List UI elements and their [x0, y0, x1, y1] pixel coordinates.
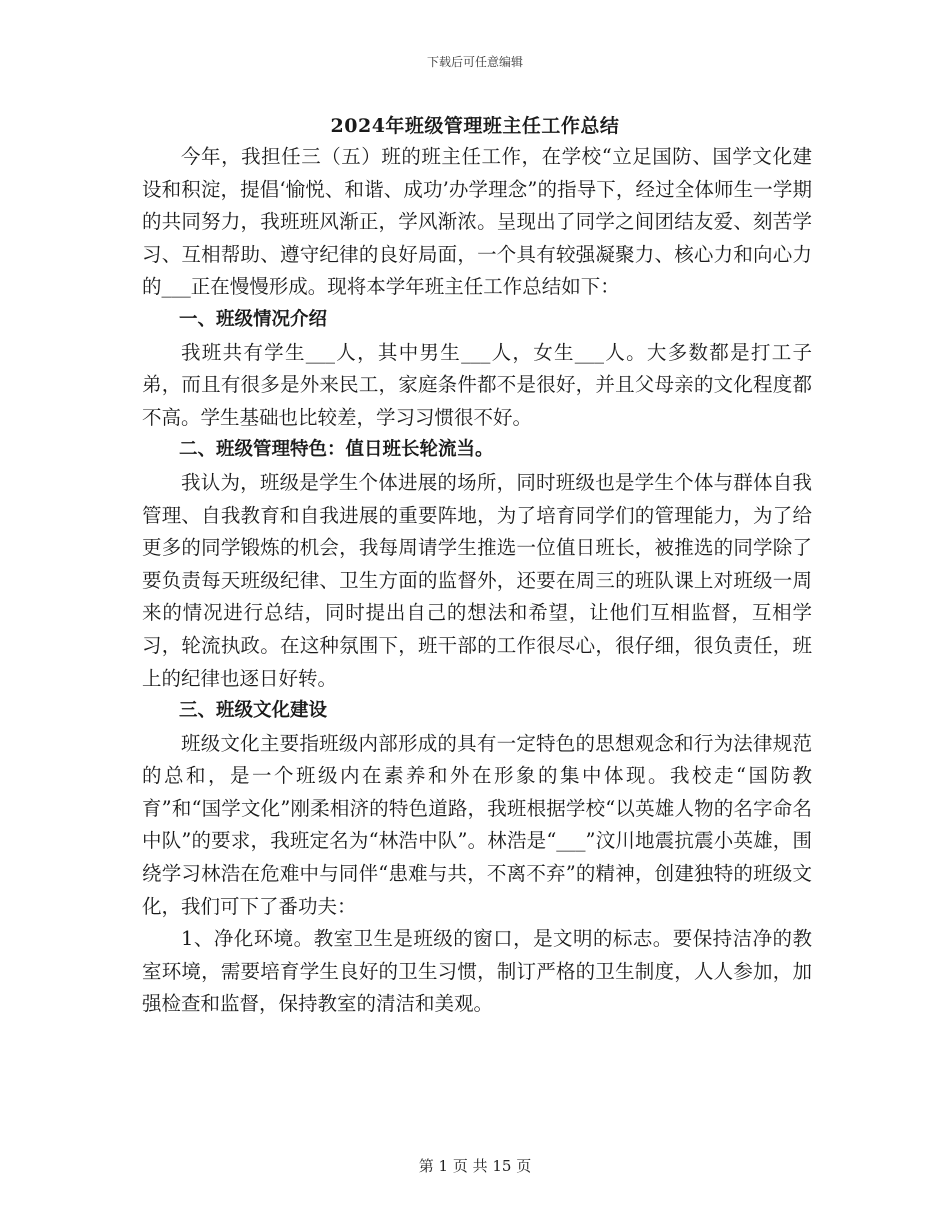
section-2-paragraph: 我认为，班级是学生个体进展的场所，同时班级也是学生个体与群体自我管理、自我教育和自我进展的重要阵地，为了培育同学们的管理能力，为了给更多的同学锻炼的机会，我每周请学生推选一位值日班长，被推选的同学除了要负责每天班级纪律、卫生方面的监督外，还要在周三的班队课上对班级一周来的情况进行总结，同时提出自己的想法和希望，让他们互相监督，互相学习，轮流执政。在这种氛围下，班干部的工作很尽心，很仔细，很负责任，班上的纪律也逐日好转。	[142, 470, 812, 690]
item-1-paragraph: 1、净化环境。教室卫生是班级的窗口，是文明的标志。要保持洁净的教室环境，需要培育学生良好的卫生习惯，制订严格的卫生制度，人人参加，加强检查和监督，保持教室的清洁和美观。	[142, 927, 812, 1016]
page-number: 第 1 页 共 15 页	[418, 1157, 532, 1175]
header-note: 下载后可任意编辑	[426, 55, 523, 69]
document-title: 2024年班级管理班主任工作总结	[330, 115, 620, 137]
section-3-heading: 三、班级文化建设	[179, 700, 328, 722]
section-3-paragraph: 班级文化主要指班级内部形成的具有一定特色的思想观念和行为法律规范的总和，是一个班级内在素养和外在形象的集中体现。我校走“国防教育”和“国学文化”刚柔相济的特色道路，我班根据学校“以英雄人物的名字命名中队”的要求，我班定名为“林浩中队”。林浩是“___”汶川地震抗震小英雄，围绕学习林浩在危难中与同伴“患难与共，不离不弃”的精神，创建独特的班级文化，我们可下了番功夫：	[142, 731, 812, 918]
intro-paragraph: 今年，我担任三（五）班的班主任工作，在学校“立足国防、国学文化建设和积淀，提倡‘愉悦、和谐、成功’办学理念”的指导下，经过全体师生一学期的共同努力，我班班风渐正，学风渐浓。呈现出了同学之间团结友爱、刻苦学习、互相帮助、遵守纪律的良好局面，一个具有较强凝聚力、核心力和向心力的___正在慢慢形成。现将本学年班主任工作总结如下：	[142, 145, 812, 299]
section-1-heading: 一、班级情况介绍	[179, 308, 328, 330]
document-body	[142, 141, 812, 1021]
section-1-paragraph: 我班共有学生___人，其中男生___人，女生___人。大多数都是打工子弟，而且有很多是外来民工，家庭条件都不是很好，并且父母亲的文化程度都不高。学生基础也比较差，学习习惯很不好。	[142, 340, 812, 429]
section-2-heading: 二、班级管理特色：值日班长轮流当。	[179, 439, 494, 461]
